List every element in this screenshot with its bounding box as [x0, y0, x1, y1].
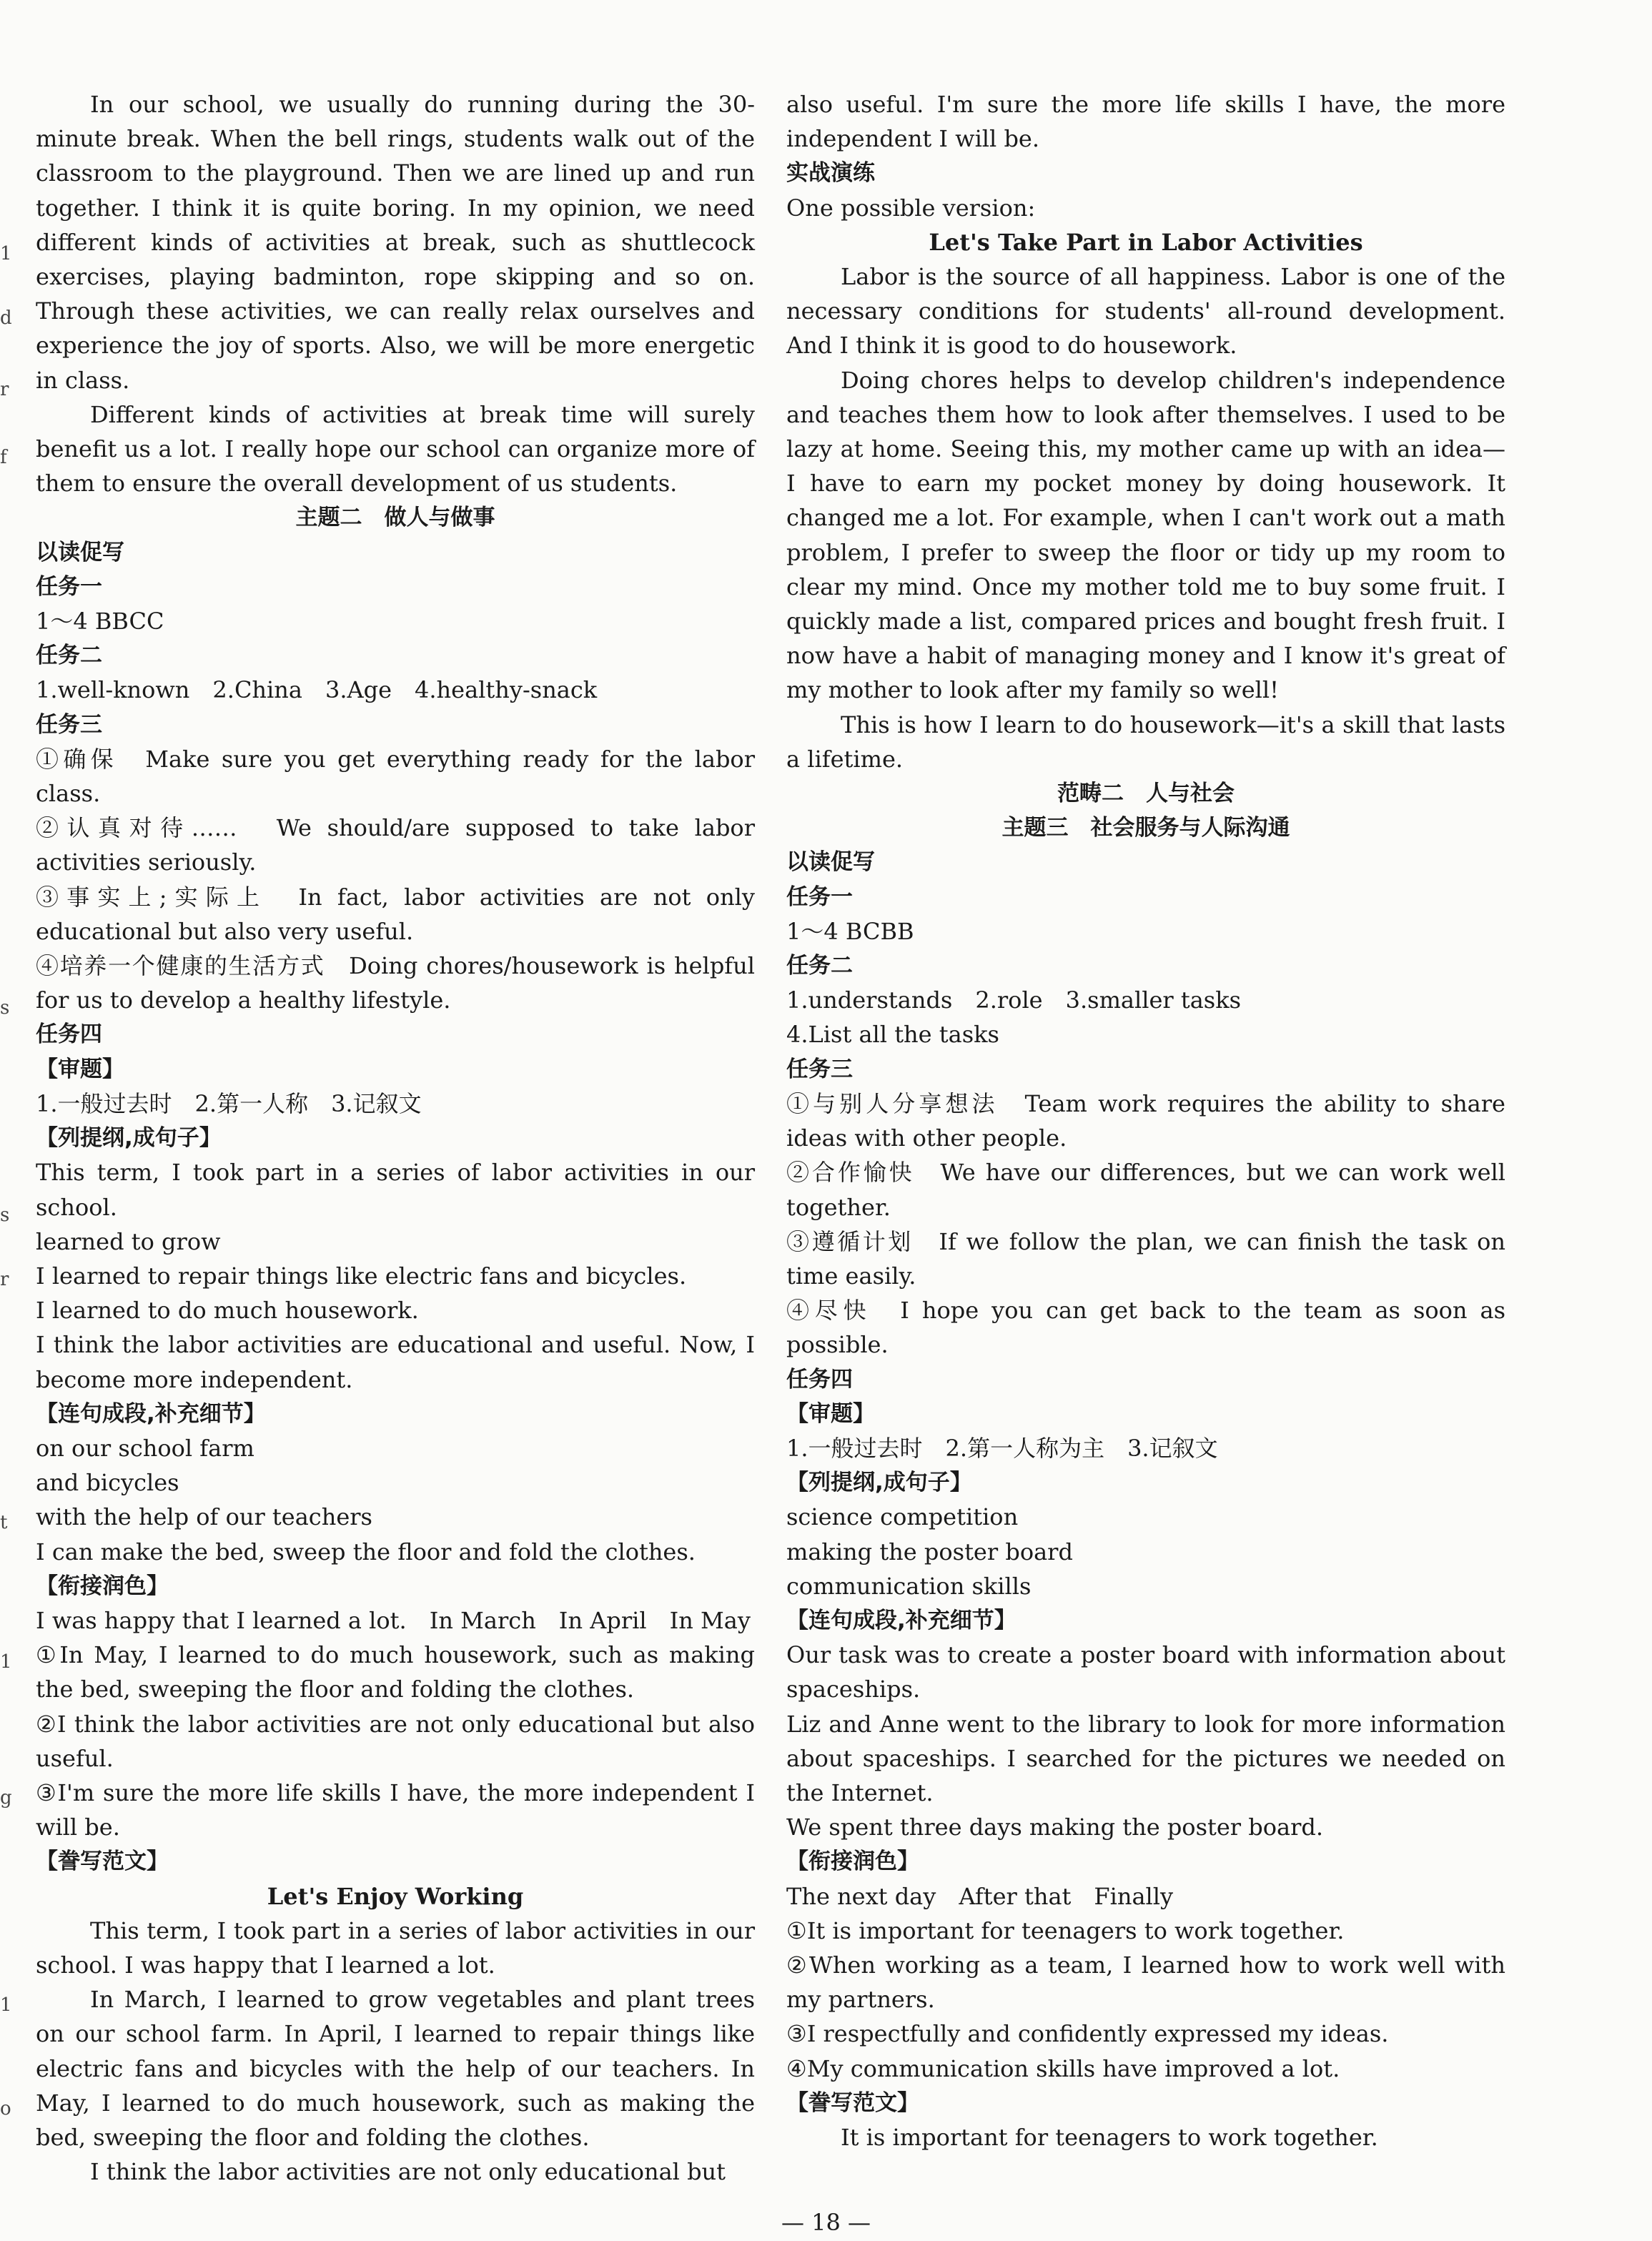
text-line: One possible version:: [786, 194, 1036, 222]
paragraph: In March, I learned to grow vegetables and plant trees on our school farm. In April, I learned to repair things like electric fans and bicycles with the help of our teachers. In May, I learned to do much housework, such as making the bed, sweeping the floor and folding the clothes.: [36, 1986, 755, 2151]
text-line: ③事实上;实际上 In fact, labor activities are not only educational but also very useful.: [36, 883, 755, 945]
text-line: ①确保 Make sure you get everything ready for the labor class.: [36, 745, 755, 808]
text-line: ④培养一个健康的生活方式 Doing chores/housework is helpful for us to develop a healthy lifestyle.: [36, 952, 755, 1014]
text-line: ③I respectfully and confidently expressed my ideas.: [786, 2020, 1389, 2048]
text-line: 1～4 BCBB: [786, 917, 914, 945]
text-line: ①与别人分享想法 Team work requires the ability to share ideas with other people.: [786, 1089, 1505, 1152]
paragraph: Labor is the source of all happiness. Labor is one of the necessary conditions for students' all-round development. And I think it is good to do housework.: [786, 263, 1505, 360]
text-line: ④My communication skills have improved a lot.: [786, 2054, 1340, 2082]
paragraph: It is important for teenagers to work together.: [841, 2123, 1378, 2151]
text-line: science competition: [786, 1503, 1019, 1531]
text-line: 1.well-known 2.China 3.Age 4.healthy-snack: [36, 676, 598, 704]
paragraph: I think the labor activities are not only educational but: [90, 2158, 726, 2186]
margin-mark: t: [0, 1512, 8, 1533]
text-line: This term, I took part in a series of labor activities in our school.: [36, 1159, 755, 1221]
essay-title: Let's Enjoy Working: [267, 1882, 524, 1910]
text-line: ①It is important for teenagers to work together.: [786, 1916, 1345, 1944]
text-line: I think the labor activities are educational and useful. Now, I become more independent.: [36, 1331, 755, 1393]
section-heading: 【衔接润色】: [36, 1573, 169, 1599]
text-line: ②When working as a team, I learned how to work well with my partners.: [786, 1951, 1505, 2014]
text-line: ④尽快 I hope you can get back to the team as soon as possible.: [786, 1297, 1505, 1359]
paragraph: Doing chores helps to develop children's independence and teaches them how to look after themselves. I used to be lazy at home. Seeing this, my mother came up with an idea—I have to earn my pocket money by doing housework. It changed me a lot. For example, when I can't work out a math problem, I prefer to sweep the floor or tidy up my room to clear my mind. Once my mother told me to buy some fruit. I quickly made a list, compared prices and bought fresh fruit. I now have a habit of managing money and I know it's great of my mother to look after my family so well!: [786, 366, 1505, 704]
text-line: We spent three days making the poster board.: [786, 1814, 1324, 1841]
text-line: 4.List all the tasks: [786, 1021, 999, 1049]
section-heading: 实战演练: [786, 160, 875, 187]
section-heading: 【审题】: [786, 1400, 875, 1427]
text-line: making the poster board: [786, 1538, 1073, 1565]
section-heading: 【誊写范文】: [36, 1849, 169, 1875]
left-column: [36, 87, 755, 2189]
text-line: ①In May, I learned to do much housework, such as making the bed, sweeping the floor and folding the clothes.: [36, 1641, 755, 1703]
section-heading: 【列提纲,成句子】: [786, 1470, 972, 1496]
section-heading: 【衔接润色】: [786, 1849, 919, 1875]
text-line: also useful. I'm sure the more life skills I have, the more independent I will be.: [786, 91, 1505, 153]
text-line: communication skills: [786, 1572, 1032, 1600]
paragraph: This term, I took part in a series of labor activities in our school. I was happy that I learned a lot.: [36, 1916, 755, 1979]
text-line: 1.understands 2.role 3.smaller tasks: [786, 986, 1242, 1014]
text-line: 1.一般过去时 2.第一人称为主 3.记叙文: [786, 1434, 1218, 1462]
margin-mark: 1: [0, 1994, 12, 2016]
text-line: I can make the bed, sweep the floor and fold the clothes.: [36, 1538, 696, 1565]
text-line: I learned to do much housework.: [36, 1297, 419, 1325]
section-heading: 任务四: [36, 1021, 102, 1048]
section-heading: 【连句成段,补充细节】: [786, 1607, 1017, 1633]
paragraph: This is how I learn to do housework—it's a skill that lasts a lifetime.: [786, 711, 1505, 773]
text-line: on our school farm: [36, 1434, 254, 1462]
margin-mark: f: [0, 447, 7, 468]
section-heading: 任务二: [36, 643, 102, 669]
margin-mark: d: [0, 307, 12, 329]
section-heading: 【誊写范文】: [786, 2089, 919, 2116]
section-heading: 任务一: [36, 573, 102, 600]
section-heading: 以读促写: [36, 539, 124, 565]
section-heading: 任务二: [786, 953, 853, 979]
margin-mark: 1: [0, 243, 12, 264]
paragraph: Different kinds of activities at break time will surely benefit us a lot. I really hope our school can organize more of them to ensure the overall development of us students.: [36, 400, 755, 498]
text-line: ②合作愉快 We have our differences, but we can work well together.: [786, 1159, 1505, 1221]
margin-mark: s: [0, 1204, 10, 1226]
section-heading: 【连句成段,补充细节】: [36, 1400, 266, 1427]
text-line: Our task was to create a poster board with information about spaceships.: [786, 1641, 1505, 1703]
section-heading: 主题三 社会服务与人际沟通: [1001, 815, 1290, 841]
text-line: The next day After that Finally: [786, 1882, 1174, 1910]
section-heading: 范畴二 人与社会: [1057, 781, 1235, 807]
section-heading: 以读促写: [786, 849, 875, 876]
margin-mark: 1: [0, 1651, 12, 1673]
section-heading: 任务一: [786, 884, 853, 910]
text-line: with the help of our teachers: [36, 1503, 372, 1531]
margin-mark: g: [0, 1787, 12, 1809]
section-heading: 【列提纲,成句子】: [36, 1125, 222, 1152]
section-heading: 【审题】: [36, 1056, 124, 1082]
text-line: ③遵循计划 If we follow the plan, we can finish the task on time easily.: [786, 1227, 1505, 1290]
right-column: [786, 87, 1505, 2155]
section-heading: 主题二 做人与做事: [295, 505, 495, 531]
section-heading: 任务四: [786, 1366, 853, 1392]
section-heading: 任务三: [36, 711, 102, 738]
margin-mark: r: [0, 1269, 9, 1290]
section-heading: 任务三: [786, 1056, 853, 1082]
text-line: and bicycles: [36, 1469, 179, 1497]
text-line: learned to grow: [36, 1227, 221, 1255]
margin-mark: o: [0, 2098, 11, 2119]
text-line: ②认真对待…… We should/are supposed to take labor activities seriously.: [36, 814, 755, 876]
page-number: — 18 —: [781, 2209, 871, 2236]
text-line: 1～4 BBCC: [36, 608, 164, 635]
text-line: ③I'm sure the more life skills I have, the more independent I will be.: [36, 1779, 755, 1841]
text-line: I learned to repair things like electric fans and bicycles.: [36, 1262, 687, 1290]
text-line: 1.一般过去时 2.第一人称 3.记叙文: [36, 1089, 422, 1117]
text-line: ②I think the labor activities are not only educational but also useful.: [36, 1710, 755, 1772]
margin-mark: r: [0, 379, 9, 400]
essay-title: Let's Take Part in Labor Activities: [929, 228, 1363, 256]
text-line: Liz and Anne went to the library to look for more information about spaceships. I searched for the pictures we needed on the Internet.: [786, 1710, 1505, 1806]
paragraph: In our school, we usually do running during the 30-minute break. When the bell rings, students walk out of the classroom to the playground. Then we are lined up and run together. I think it is quite boring. In my opinion, we need different kinds of activities at break, such as shuttlecock exercises, playing badminton, rope skipping and so on. Through these activities, we can really relax ourselves and experience the joy of sports. Also, we will be more energetic in class.: [36, 91, 755, 394]
text-line: I was happy that I learned a lot. In March In April In May: [36, 1606, 751, 1634]
margin-mark: s: [0, 997, 10, 1019]
